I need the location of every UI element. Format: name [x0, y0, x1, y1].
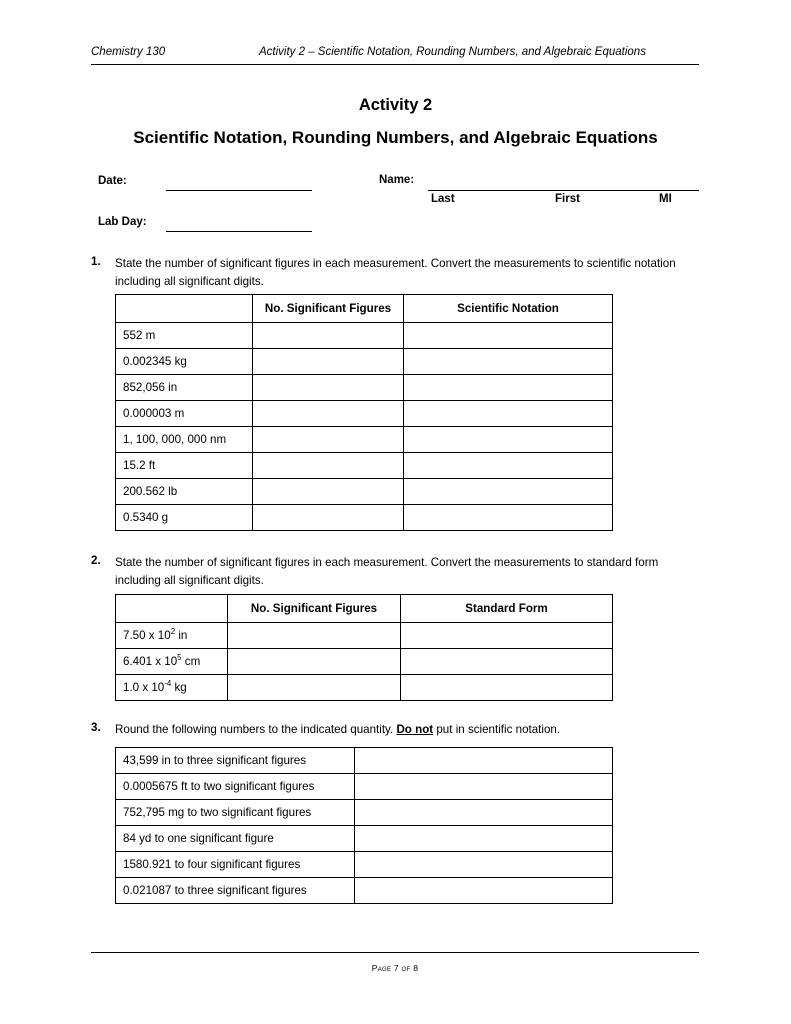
page-title: Activity 2 [358, 96, 433, 114]
name-caption-mi: MI [659, 193, 672, 205]
question-3-table [115, 747, 613, 904]
table-row [116, 479, 613, 505]
table-header-row [116, 295, 613, 323]
table-row [116, 427, 613, 453]
rounding-prompt-cell: 1580.921 to four significant figures [116, 852, 355, 878]
question-3-text-after: put in scientific notation. [433, 723, 561, 736]
rounding-prompt-cell: 0.021087 to three significant figures [116, 878, 355, 904]
rounding-answer-cell[interactable] [355, 826, 613, 852]
rounding-prompt-cell: 43,599 in to three significant figures [116, 748, 355, 774]
scientific-notation-answer-cell[interactable] [404, 505, 613, 531]
page-footer [91, 952, 699, 976]
table-row [116, 675, 613, 701]
question-2-number: 2. [91, 554, 101, 567]
question-2-table [115, 594, 613, 701]
sigfigs-answer-cell[interactable] [253, 401, 404, 427]
name-input-line[interactable] [428, 190, 699, 191]
measurement-cell: 15.2 ft [116, 453, 253, 479]
table-header-sigfigs: No. Significant Figures [228, 595, 401, 623]
date-input-line[interactable] [166, 190, 312, 191]
question-3-text [115, 721, 700, 739]
table-row [116, 800, 613, 826]
measurement-cell [116, 675, 228, 701]
measurement-unit: in [175, 629, 188, 642]
table-header-row [116, 595, 613, 623]
question-3-emphasis: Do not [396, 723, 434, 736]
question-1-number: 1. [91, 255, 101, 268]
sigfigs-answer-cell[interactable] [253, 479, 404, 505]
scientific-notation-answer-cell[interactable] [404, 323, 613, 349]
measurement-unit: cm [181, 655, 201, 668]
question-2-text: State the number of significant figures in each measurement. Convert the measurements to standard form including all significant digits. [115, 556, 659, 587]
footer-page-number: Page 7 of 8 [371, 963, 419, 973]
standard-form-answer-cell[interactable] [401, 675, 613, 701]
table-row [116, 623, 613, 649]
rounding-prompt-cell: 84 yd to one significant figure [116, 826, 355, 852]
measurement-mantissa: 6.401 x 10 [123, 655, 178, 668]
scientific-notation-answer-cell[interactable] [404, 401, 613, 427]
rounding-answer-cell[interactable] [355, 748, 613, 774]
question-3-text-before: Round the following numbers to the indicated quantity. [115, 723, 397, 736]
sigfigs-answer-cell[interactable] [253, 375, 404, 401]
measurement-exponent: 2 [170, 627, 176, 637]
table-row [116, 774, 613, 800]
sigfigs-answer-cell[interactable] [228, 649, 401, 675]
table-row [116, 453, 613, 479]
table-row [116, 401, 613, 427]
standard-form-answer-cell[interactable] [401, 649, 613, 675]
standard-form-answer-cell[interactable] [401, 623, 613, 649]
question-1-text: State the number of significant figures in each measurement. Convert the measurements to scientific notation including all significant digits. [115, 257, 676, 288]
header-activity-title: Activity 2 – Scientific Notation, Rounding Numbers, and Algebraic Equations [259, 46, 646, 58]
measurement-mantissa: 1.0 x 10 [123, 681, 165, 694]
name-caption-last: Last [431, 193, 455, 205]
table-row [116, 878, 613, 904]
sigfigs-answer-cell[interactable] [228, 675, 401, 701]
scientific-notation-answer-cell[interactable] [404, 453, 613, 479]
measurement-mantissa: 7.50 x 10 [123, 629, 171, 642]
measurement-cell: 552 m [116, 323, 253, 349]
table-row [116, 349, 613, 375]
measurement-cell: 200.562 lb [116, 479, 253, 505]
measurement-exponent: 5 [177, 653, 182, 663]
table-header-scientific-notation: Scientific Notation [404, 295, 613, 323]
page-subtitle: Scientific Notation, Rounding Numbers, and Algebraic Equations [133, 128, 658, 147]
table-header-sigfigs: No. Significant Figures [253, 295, 404, 323]
measurement-cell [116, 623, 228, 649]
question-3-number: 3. [91, 721, 101, 734]
table-header-measurement [116, 595, 228, 623]
measurement-unit: kg [171, 681, 187, 694]
rounding-answer-cell[interactable] [355, 774, 613, 800]
measurement-cell: 0.5340 g [116, 505, 253, 531]
name-caption-first: First [555, 193, 580, 205]
rounding-prompt-cell: 0.0005675 ft to two significant figures [116, 774, 355, 800]
table-header-measurement [116, 295, 253, 323]
date-label: Date: [98, 175, 127, 187]
sigfigs-answer-cell[interactable] [253, 349, 404, 375]
table-row [116, 375, 613, 401]
sigfigs-answer-cell[interactable] [253, 505, 404, 531]
name-label: Name: [379, 174, 415, 186]
rounding-prompt-cell: 752,795 mg to two significant figures [116, 800, 355, 826]
measurement-cell: 852,056 in [116, 375, 253, 401]
measurement-cell: 0.002345 kg [116, 349, 253, 375]
sigfigs-answer-cell[interactable] [253, 427, 404, 453]
rounding-answer-cell[interactable] [355, 878, 613, 904]
question-1-table [115, 294, 613, 531]
measurement-cell: 0.000003 m [116, 401, 253, 427]
lab-day-input-line[interactable] [166, 231, 312, 232]
sigfigs-answer-cell[interactable] [253, 323, 404, 349]
table-row [116, 826, 613, 852]
table-header-standard-form: Standard Form [401, 595, 613, 623]
rounding-answer-cell[interactable] [355, 852, 613, 878]
scientific-notation-answer-cell[interactable] [404, 479, 613, 505]
scientific-notation-answer-cell[interactable] [404, 349, 613, 375]
lab-day-label: Lab Day: [98, 216, 147, 228]
running-header [91, 46, 699, 65]
scientific-notation-answer-cell[interactable] [404, 375, 613, 401]
sigfigs-answer-cell[interactable] [253, 453, 404, 479]
table-row [116, 649, 613, 675]
table-row [116, 505, 613, 531]
rounding-answer-cell[interactable] [355, 800, 613, 826]
measurement-cell [116, 649, 228, 675]
table-row [116, 748, 613, 774]
scientific-notation-answer-cell[interactable] [404, 427, 613, 453]
table-row [116, 323, 613, 349]
header-course: Chemistry 130 [91, 46, 166, 58]
measurement-cell: 1, 100, 000, 000 nm [116, 427, 253, 453]
table-row [116, 852, 613, 878]
sigfigs-answer-cell[interactable] [228, 623, 401, 649]
measurement-exponent: -4 [164, 679, 172, 689]
